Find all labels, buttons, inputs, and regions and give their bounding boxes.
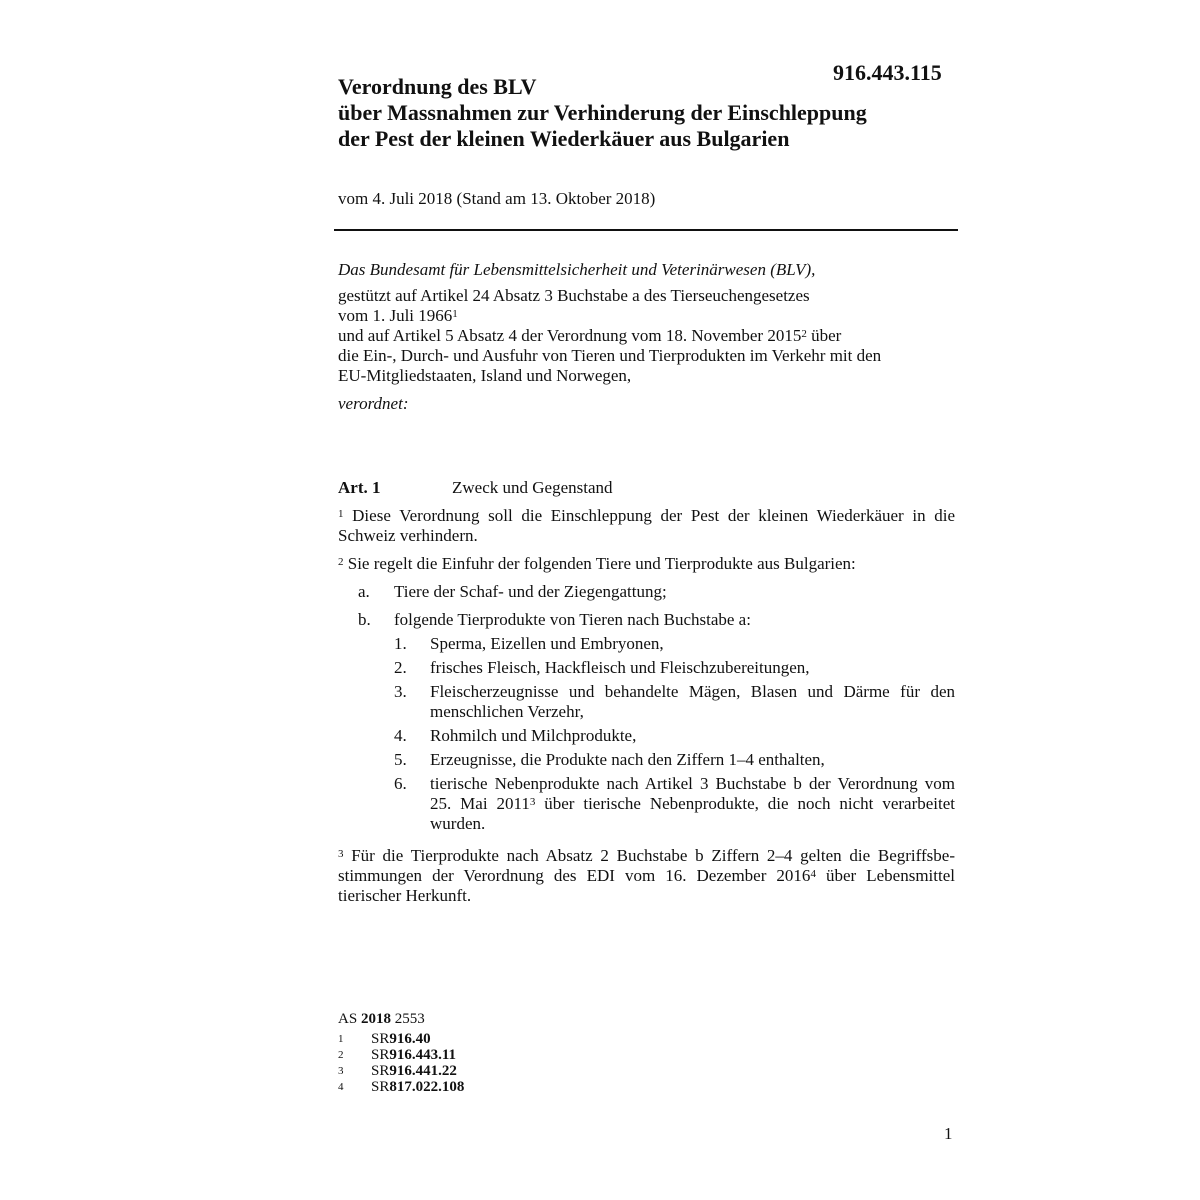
list-item: 6. tierische Nebenprodukte nach Artikel 3 Buchstabe b der Verordnung vom 25. Mai 2011$^3$ über tierische Nebenprodukte, die noch nicht verarbeitet wurden. — [394, 774, 955, 833]
footnote: 2 SR 916.443.11 — [338, 1047, 457, 1063]
basis-line: EU-Mitgliedstaaten, Island und Norwegen, — [338, 366, 632, 385]
footnote-ref[interactable]: 3 — [529, 796, 536, 808]
footnote-ref[interactable]: 4 — [810, 868, 816, 880]
article-number: Art. 1 — [338, 478, 381, 497]
footnote-ref[interactable]: 2 — [801, 328, 807, 340]
document-title — [338, 74, 867, 152]
letter-list — [358, 582, 955, 638]
list-item: 4. Rohmilch und Milchprodukte, — [394, 726, 637, 745]
list-item: 2. frisches Fleisch, Hackfleisch und Fleischzubereitungen, — [394, 658, 810, 677]
list-item: b. folgende Tierprodukte von Tieren nach Buchstabe a: — [358, 610, 751, 629]
list-item: 1. Sperma, Eizellen und Embryonen, — [394, 634, 664, 653]
as-reference: AS 2018 2553 — [338, 1011, 425, 1027]
basis-line: vom 1. Juli 1966$^1$ — [338, 306, 458, 325]
basis-line: und auf Artikel 5 Absatz 4 der Verordnung vom 18. November 2015$^2$ über — [338, 326, 842, 345]
article-title: Zweck und Gegenstand — [452, 478, 613, 497]
footnotes — [338, 1031, 464, 1095]
paragraph-2: $^2$ Sie regelt die Einfuhr der folgenden Tiere und Tierprodukte aus Bulgarien: — [338, 554, 856, 573]
page-number: 1 — [944, 1124, 953, 1143]
basis-line: die Ein-, Durch- und Ausfuhr von Tieren und Tierprodukten im Verkehr mit den — [338, 346, 882, 365]
footnote: 4 SR 817.022.108 — [338, 1079, 465, 1095]
date-line: vom 4. Juli 2018 (Stand am 13. Oktober 2018) — [338, 189, 656, 208]
paragraph-3: $^3$ Für die Tierprodukte nach Absatz 2 Buchstabe b Ziffern 2–4 gelten die Begriffsbestimmungen der Verordnung des EDI vom 16. Dezember 2016$^4$ über Lebensmittel tierischer Herkunft. — [338, 846, 955, 905]
basis-line: gestützt auf Artikel 24 Absatz 3 Buchstabe a des Tierseuchengesetzes — [338, 286, 810, 305]
numbered-list — [394, 634, 955, 838]
sr-number: 916.443.115 — [833, 60, 942, 85]
verordnet-line: verordnet: — [338, 394, 409, 413]
paragraph-1: $^1$ Diese Verordnung soll die Einschleppung der Pest der kleinen Wiederkäuer in die Schweiz verhindern. — [338, 506, 955, 545]
list-item: a. Tiere der Schaf- und der Ziegengattung; — [358, 582, 667, 601]
footnote: 1 SR 916.40 — [338, 1031, 431, 1047]
issuer-line: Das Bundesamt für Lebensmittelsicherheit und Veterinärwesen (BLV), — [338, 260, 816, 279]
title-line: Verordnung des BLV — [338, 74, 537, 99]
legal-basis — [338, 286, 958, 386]
header-divider — [334, 229, 958, 231]
list-item: 5. Erzeugnisse, die Produkte nach den Ziffern 1–4 enthalten, — [394, 750, 825, 769]
title-line: über Massnahmen zur Verhinderung der Einschleppung — [338, 100, 867, 125]
footnote: 3 SR 916.441.22 — [338, 1063, 457, 1079]
list-item: 3. Fleischerzeugnisse und behandelte Mägen, Blasen und Därme für den menschlichen Verzehr, — [394, 682, 955, 721]
footnote-ref[interactable]: 1 — [452, 308, 458, 320]
title-line: der Pest der kleinen Wiederkäuer aus Bulgarien — [338, 126, 790, 151]
